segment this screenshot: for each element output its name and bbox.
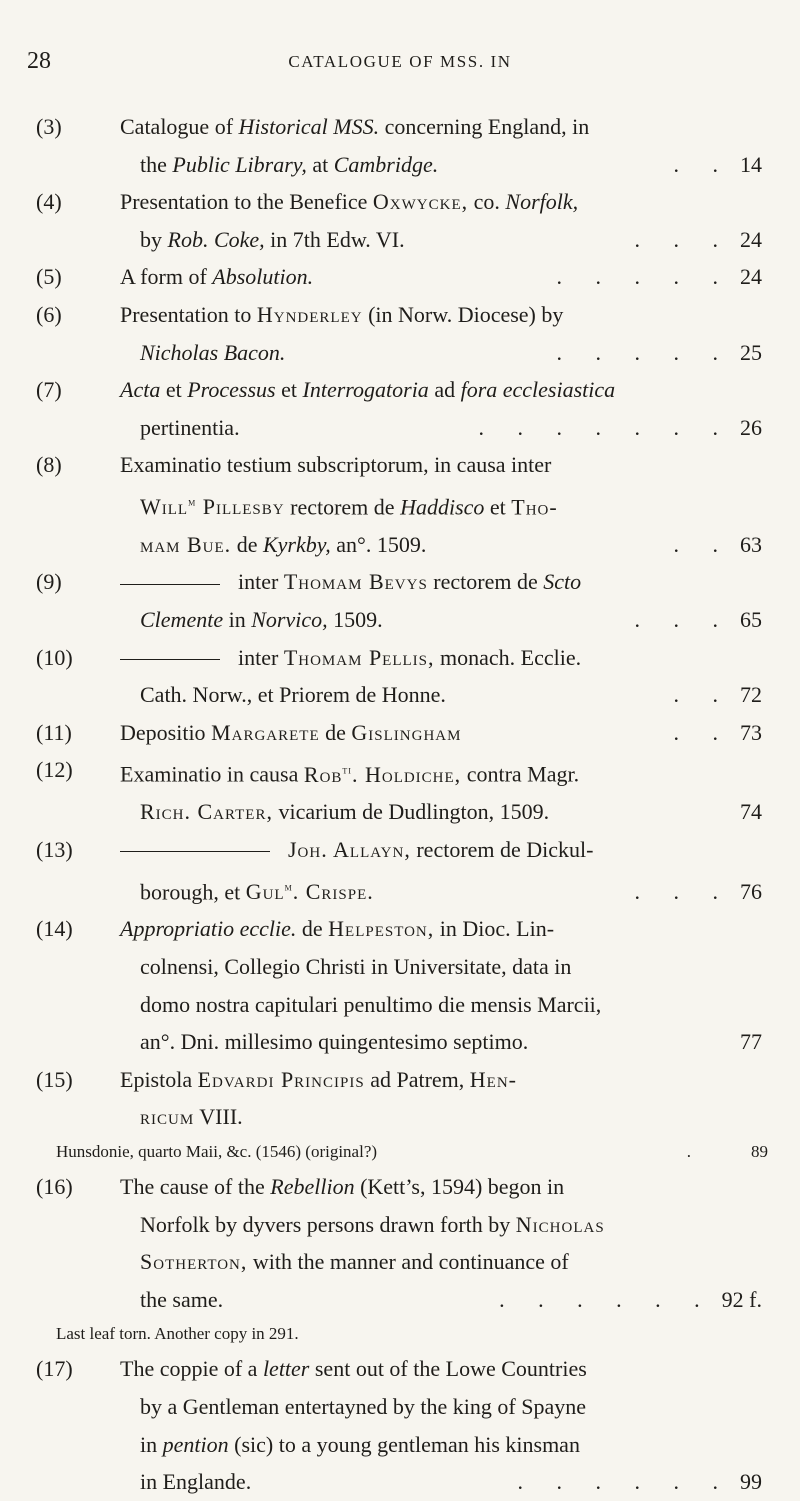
entry-text: 1509. [333, 607, 383, 633]
entry-15 [36, 1061, 762, 1136]
entry-name: Hen- [469, 1066, 518, 1092]
entry-line: Examinatio testium subscriptorum, in causa inter [120, 452, 552, 478]
entry-line [120, 183, 762, 221]
entry-text: in 7th Edw. VI. [270, 226, 405, 252]
page-reference: 72 [740, 682, 762, 708]
entry-line [120, 1023, 762, 1061]
entry-text: inter [238, 569, 279, 595]
entry-title: Rebellion [270, 1174, 355, 1200]
entry-line [120, 1168, 762, 1206]
entry-6 [36, 296, 762, 371]
entry-title: Acta [120, 377, 161, 403]
page-reference: 26 [740, 414, 762, 440]
entry-line [120, 146, 762, 184]
entry-5 [36, 258, 762, 296]
leader-dots: . . [673, 719, 732, 745]
entry-title: fora ecclesiastica [460, 377, 616, 403]
ditto-rule [120, 851, 270, 852]
entry-3 [36, 108, 762, 183]
entry-text: rectorem de Dickul- [416, 836, 594, 862]
entry-text: de [301, 916, 323, 942]
entry-text: the [140, 151, 167, 177]
entry-name: mam Bue. [140, 531, 232, 557]
entry-name: Margarete [211, 719, 320, 745]
entry-text: the same. [140, 1286, 224, 1312]
entry-name: Nicholas Bacon. [140, 339, 286, 365]
entry-place: Norfolk, [505, 189, 579, 215]
entry-name: Rob$^{ti}$. Holdiche, [303, 761, 462, 787]
page-reference: 99 [740, 1469, 762, 1495]
entry-15-note [0, 1136, 768, 1168]
entry-place: Haddisco [400, 494, 485, 520]
entry-text: Epistola [120, 1066, 193, 1092]
entry-line [120, 714, 762, 752]
page-reference: 65 [740, 607, 762, 633]
entry-text: Catalogue of [120, 114, 234, 139]
leader-dots: . . . [634, 607, 732, 633]
entry-text: Norfolk by dyvers persons drawn forth by [140, 1211, 511, 1237]
entry-line [120, 869, 762, 911]
entry-7 [36, 371, 762, 446]
entry-name: Joh. Allayn, [288, 836, 411, 862]
entry-place: Helpeston, [328, 916, 435, 942]
entry-line [120, 1061, 762, 1099]
entry-16-note [0, 1318, 768, 1350]
entry-12 [36, 751, 762, 831]
note-text: Last leaf torn. Another copy in 291. [56, 1324, 299, 1344]
entry-line [120, 371, 762, 409]
leader-dots: . [686, 1142, 691, 1162]
page-reference: 14 [740, 151, 762, 177]
entry-number: (4) [36, 189, 62, 215]
entry-line [120, 831, 762, 869]
entry-line [120, 334, 762, 372]
entry-13 [36, 831, 762, 911]
entry-text: with the manner and continuance of [252, 1249, 569, 1275]
ditto-rule [120, 659, 220, 660]
entry-text: by [140, 226, 162, 252]
entry-text: Examinatio in causa [120, 761, 299, 787]
ditto-rule [120, 584, 220, 585]
entry-title: letter [262, 1356, 310, 1382]
entry-text: contra Magr. [466, 761, 580, 787]
entry-name: Gul$^m$. Crispe. [245, 878, 374, 904]
entry-number: (12) [36, 757, 73, 783]
leader-dots: . . [673, 682, 732, 708]
entry-name: Rich. Carter, [140, 799, 273, 825]
leader-dots: . . . [634, 226, 732, 252]
entry-line: domo nostra capitulari penultimo die mensis Marcii, [140, 991, 602, 1017]
entry-number: (5) [36, 264, 62, 290]
entry-text: sent out of the Lowe Countries [314, 1356, 587, 1382]
entry-text: in [228, 607, 246, 633]
entry-place: Clemente [140, 607, 224, 633]
entry-text: Cath. Norw., et Priorem de Honne. [140, 682, 446, 708]
entry-number: (6) [36, 301, 62, 327]
leader-dots: . . . . . . [499, 1286, 714, 1312]
leader-dots: . . [673, 151, 732, 177]
entry-line [120, 409, 762, 447]
entry-text: in [140, 1431, 158, 1457]
entry-text: an°. 1509. [336, 531, 427, 557]
entry-number: (10) [36, 644, 73, 670]
entry-place: Norvico, [251, 607, 328, 633]
entry-place: Kyrkby, [262, 531, 331, 557]
entry-text: The cause of the [120, 1174, 265, 1200]
entry-name: Will$^m$ Pillesby [140, 494, 285, 520]
entry-title: Historical MSS. [238, 114, 380, 139]
entry-name: Edvardi Principis [197, 1066, 365, 1092]
entry-line [120, 108, 762, 146]
entry-text: in Dioc. Lin- [439, 916, 555, 942]
entry-line: by a Gentleman entertayned by the king of Spayne [140, 1393, 586, 1419]
entry-8 [36, 446, 762, 563]
page-reference: 77 [740, 1029, 762, 1055]
entry-name: Tho- [511, 494, 558, 520]
leader-dots: . . . [634, 878, 732, 904]
page-reference: 73 [740, 719, 762, 745]
entry-line [120, 639, 762, 677]
entry-text: et [489, 494, 506, 520]
entry-text: et [281, 377, 298, 403]
entry-number: (13) [36, 836, 73, 862]
entry-17 [36, 1350, 762, 1500]
entry-line [120, 1426, 762, 1464]
entry-line: colnensi, Collegio Christi in Universitate, data in [140, 954, 572, 980]
entry-name: ricum [140, 1104, 195, 1130]
entry-line [120, 221, 762, 259]
entry-number: (3) [36, 114, 62, 139]
note-text: Hunsdonie, quarto Maii, &c. (1546) (original?) [56, 1142, 378, 1162]
leader-dots: . . . . . . . [478, 414, 732, 440]
entry-16 [36, 1168, 762, 1318]
entry-text: et [165, 377, 182, 403]
entry-line [120, 258, 762, 296]
entry-name: Hynderley [256, 301, 363, 327]
page-number: 28 [27, 48, 51, 74]
entry-text: The coppie of a [120, 1356, 258, 1382]
page-reference: 63 [740, 531, 762, 557]
entry-4 [36, 183, 762, 258]
entry-text: Presentation to [120, 301, 252, 327]
entry-text: inter [238, 644, 279, 670]
entry-title: Appropriatio ecclie. [120, 916, 297, 942]
entry-text: ad Patrem, [370, 1066, 465, 1092]
page-reference: 92 f. [721, 1286, 762, 1312]
entry-11 [36, 714, 762, 752]
entry-title: Public Library, [172, 151, 307, 177]
entry-text: co. [473, 189, 500, 215]
entry-text: monach. Ecclie. [440, 644, 582, 670]
entry-line [120, 910, 762, 948]
entry-name: Thomam Bevys [283, 569, 428, 595]
entry-text: an°. Dni. millesimo quingentesimo septimo. [140, 1029, 529, 1055]
entry-number: (16) [36, 1174, 73, 1200]
entry-text: pertinentia. [140, 414, 240, 440]
entry-title: Processus [187, 377, 276, 403]
page-reference: 25 [740, 339, 762, 365]
entry-place: Gislingham [351, 719, 462, 745]
entry-text: de [236, 531, 258, 557]
entry-text: vicarium de Dudlington, 1509. [278, 799, 550, 825]
page-reference: 89 [751, 1142, 768, 1162]
entry-number: (15) [36, 1066, 73, 1092]
entry-number: (8) [36, 452, 62, 478]
entry-name: Sotherton, [140, 1249, 248, 1275]
entry-line [120, 1098, 762, 1136]
entry-line [120, 1463, 762, 1501]
entry-line [120, 484, 762, 526]
entry-text: in Englande. [140, 1469, 252, 1495]
entry-text: rectorem de [433, 569, 538, 595]
entry-number: (11) [36, 719, 72, 745]
entry-title: Absolution. [212, 264, 314, 290]
entry-number: (17) [36, 1356, 73, 1382]
entry-number: (7) [36, 377, 62, 403]
page-reference: 74 [740, 799, 762, 825]
entry-line [120, 526, 762, 564]
entry-line [120, 676, 762, 714]
entry-text: (sic) to a young gentleman his kinsman [234, 1431, 580, 1457]
entry-place: Scto [543, 569, 582, 595]
entry-number: (9) [36, 569, 62, 595]
entry-name: Thomam Pellis, [283, 644, 435, 670]
catalogue-entries [36, 108, 768, 1501]
entry-name: Nicholas [515, 1211, 605, 1237]
entry-14 [36, 910, 762, 1060]
entry-place: Cambridge. [333, 151, 439, 177]
entry-9 [36, 563, 762, 638]
entry-number: (14) [36, 916, 73, 942]
entry-name: Rob. Coke, [167, 226, 265, 252]
entry-line [120, 563, 762, 601]
entry-line [120, 1243, 762, 1281]
entry-text: at [312, 151, 329, 177]
entry-line [120, 1206, 762, 1244]
page-reference: 76 [740, 878, 762, 904]
leader-dots: . . . . . . [517, 1469, 732, 1495]
leader-dots: . . [673, 531, 732, 557]
entry-text: Depositio [120, 719, 206, 745]
entry-text: ad [434, 377, 456, 403]
entry-text: borough, et [140, 878, 241, 904]
entry-title: Interrogatoria [302, 377, 429, 403]
entry-10 [36, 639, 762, 714]
entry-text: de [325, 719, 346, 745]
page-reference: 24 [740, 264, 762, 290]
entry-text: A form of [120, 264, 207, 290]
entry-line [120, 793, 762, 831]
entry-line [120, 1281, 762, 1319]
entry-line [120, 601, 762, 639]
entry-text: Presentation to the Benefice [120, 189, 368, 215]
entry-line [120, 1350, 762, 1388]
entry-line [120, 296, 762, 334]
entry-text: rectorem de [290, 494, 395, 520]
entry-text: (in Norw. Diocese) by [368, 301, 564, 327]
leader-dots: . . . . . [556, 264, 732, 290]
entry-text: VIII. [199, 1104, 243, 1130]
running-header: CATALOGUE OF MSS. IN [288, 52, 512, 71]
entry-text: (Kett’s, 1594) begon in [360, 1174, 565, 1200]
entry-title: pention [162, 1431, 229, 1457]
entry-text: concerning England, in [384, 114, 590, 139]
leader-dots: . . . . . [556, 339, 732, 365]
page-reference: 24 [740, 226, 762, 252]
entry-name: Oxwycke, [372, 189, 469, 215]
entry-line [120, 751, 762, 793]
